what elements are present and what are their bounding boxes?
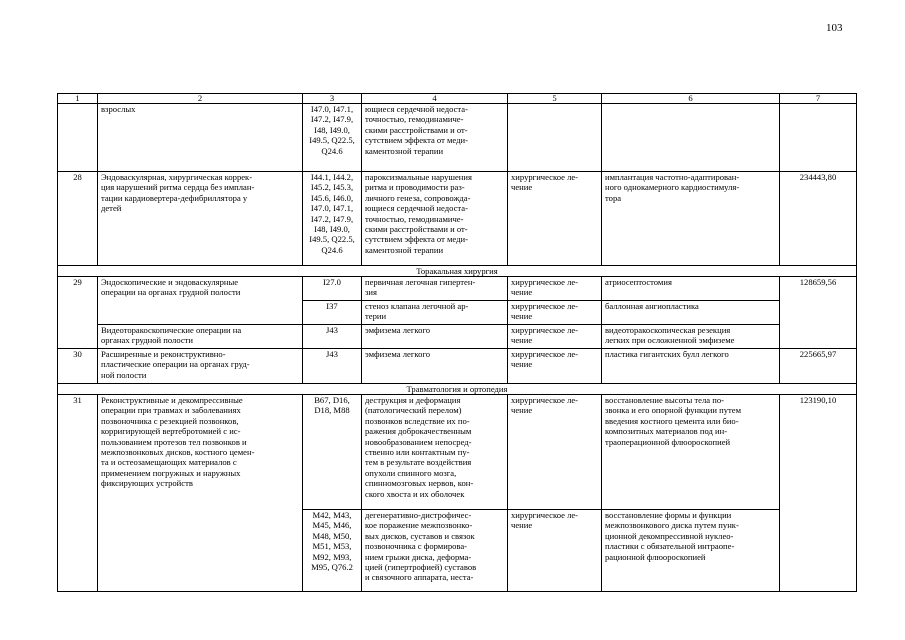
intervention-name: Расширенные и реконструктивно- пластические операции на органах груд- ной полости bbox=[98, 349, 303, 384]
header-cell: 4 bbox=[362, 94, 508, 104]
icd-codes: I44.1, I44.2, I45.2, I45.3, I45.6, I46.0, I47.0, I47.1, I47.2, I47.9, I48, I49.0, I49.5, Q22.5, Q24.6 bbox=[303, 172, 362, 266]
price: 123190,10 bbox=[780, 395, 857, 592]
table-row bbox=[58, 395, 857, 510]
icd-codes: I47.0, I47.1, I47.2, I47.9, I48, I49.0, I49.5, Q22.5, Q24.6 bbox=[303, 104, 362, 172]
header-cell: 7 bbox=[780, 94, 857, 104]
intervention-name: Реконструктивные и декомпрессивные операции при травмах и заболеваниях позвоночника с резекцией позвонков, корригирующей вертебротомией с ис- пользованием протезов тел позвонков и межпозвонковых дисков, костного цемен- та и остеозамещающих материалов с применением погружных и наружных фиксирующих устройств bbox=[98, 395, 303, 592]
treatment-type: хирургическое ле- чение bbox=[508, 349, 602, 384]
row-number: 29 bbox=[58, 277, 98, 349]
icd-codes: I37 bbox=[303, 301, 362, 325]
table-row bbox=[58, 325, 857, 349]
treatment-method: баллонная ангиопластика bbox=[602, 301, 780, 325]
treatment-method: восстановление формы и функции межпозвонкового диска путем пунк- ционной декомпрессивной нуклео- пластики с обязательной интраопе- рационной флюороскопией bbox=[602, 510, 780, 592]
icd-codes: B67, D16, D18, M88 bbox=[303, 395, 362, 510]
patient-model: эмфизема легкого bbox=[362, 325, 508, 349]
row-number: 28 bbox=[58, 172, 98, 266]
intervention-name: взрослых bbox=[98, 104, 303, 172]
price bbox=[780, 104, 857, 172]
treatment-method: пластика гигантских булл легкого bbox=[602, 349, 780, 384]
treatment-type bbox=[508, 104, 602, 172]
price: 225665,97 bbox=[780, 349, 857, 384]
table-row bbox=[58, 277, 857, 301]
icd-codes: M42, M43, M45, M46, M48, M50, M51, M53, M92, M93, M95, Q76.2 bbox=[303, 510, 362, 592]
section-heading: Травматология и ортопедия bbox=[58, 384, 857, 395]
header-cell: 6 bbox=[602, 94, 780, 104]
icd-codes: J43 bbox=[303, 325, 362, 349]
patient-model: деструкция и деформация (патологический перелом) позвонков вследствие их по- ражения доброкачественным новообразованием непосред- ственно или контактным пу- тем в результате воздействия опухоли спинного мозга, спинномозговых нервов, кон- ского хвоста и их оболочек bbox=[362, 395, 508, 510]
section-heading-row bbox=[58, 266, 857, 277]
patient-model: дегенеративно-дистрофичес- кое поражение межпозвонко- вых дисков, суставов и связок позвоночника с формирова- нием грыжи диска, деформа- цией (гипертрофией) суставов и связочного аппарата, неста- bbox=[362, 510, 508, 592]
treatment-type: хирургическое ле- чение bbox=[508, 325, 602, 349]
icd-codes: J43 bbox=[303, 349, 362, 384]
column-number-header bbox=[58, 94, 857, 104]
row-number: 30 bbox=[58, 349, 98, 384]
patient-model: пароксизмальные нарушения ритма и проводимости раз- личного генеза, сопровожда- ющиеся сердечной недоста- точностью, гемодинамиче- скими расстройствами и от- сутствием эффекта от меди- каментозной терапии bbox=[362, 172, 508, 266]
treatment-type: хирургическое ле- чение bbox=[508, 510, 602, 592]
page-number: 103 bbox=[826, 22, 843, 34]
header-cell: 5 bbox=[508, 94, 602, 104]
row-number bbox=[58, 104, 98, 172]
patient-model: первичная легочная гипертен- зия bbox=[362, 277, 508, 301]
section-heading-row bbox=[58, 384, 857, 395]
intervention-name: Эндоваскулярная, хирургическая коррек- ция нарушений ритма сердца без имплан- тации кардиовертера-дефибриллятора у детей bbox=[98, 172, 303, 266]
patient-model: ющиеся сердечной недоста- точностью, гемодинамиче- скими расстройствами и от- сутствием эффекта от меди- каментозной терапии bbox=[362, 104, 508, 172]
treatment-method bbox=[602, 104, 780, 172]
intervention-name: Эндоскопические и эндоваскулярные операции на органах грудной полости bbox=[98, 277, 303, 325]
header-cell: 3 bbox=[303, 94, 362, 104]
header-cell: 1 bbox=[58, 94, 98, 104]
treatment-type: хирургическое ле- чение bbox=[508, 301, 602, 325]
treatment-method: восстановление высоты тела по- звонка и его опорной функции путем введения костного цемента или био- композитных материалов под ин- траоперационной флюороскопией bbox=[602, 395, 780, 510]
treatment-method: имплантация частотно-адаптирован- ного однокамерного кардиостимуля- тора bbox=[602, 172, 780, 266]
medical-care-table bbox=[57, 93, 857, 592]
intervention-name: Видеоторакоскопические операции на органах грудной полости bbox=[98, 325, 303, 349]
price: 128659,56 bbox=[780, 277, 857, 349]
header-cell: 2 bbox=[98, 94, 303, 104]
section-heading: Торакальная хирургия bbox=[58, 266, 857, 277]
treatment-method: атриосептостомия bbox=[602, 277, 780, 301]
price: 234443,80 bbox=[780, 172, 857, 266]
table-row bbox=[58, 104, 857, 172]
icd-codes: I27.0 bbox=[303, 277, 362, 301]
table-row bbox=[58, 349, 857, 384]
table-row bbox=[58, 172, 857, 266]
patient-model: стеноз клапана легочной ар- терии bbox=[362, 301, 508, 325]
treatment-method: видеоторакоскопическая резекция легких при осложненной эмфиземе bbox=[602, 325, 780, 349]
patient-model: эмфизема легкого bbox=[362, 349, 508, 384]
treatment-type: хирургическое ле- чение bbox=[508, 172, 602, 266]
row-number: 31 bbox=[58, 395, 98, 592]
treatment-type: хирургическое ле- чение bbox=[508, 277, 602, 301]
treatment-type: хирургическое ле- чение bbox=[508, 395, 602, 510]
